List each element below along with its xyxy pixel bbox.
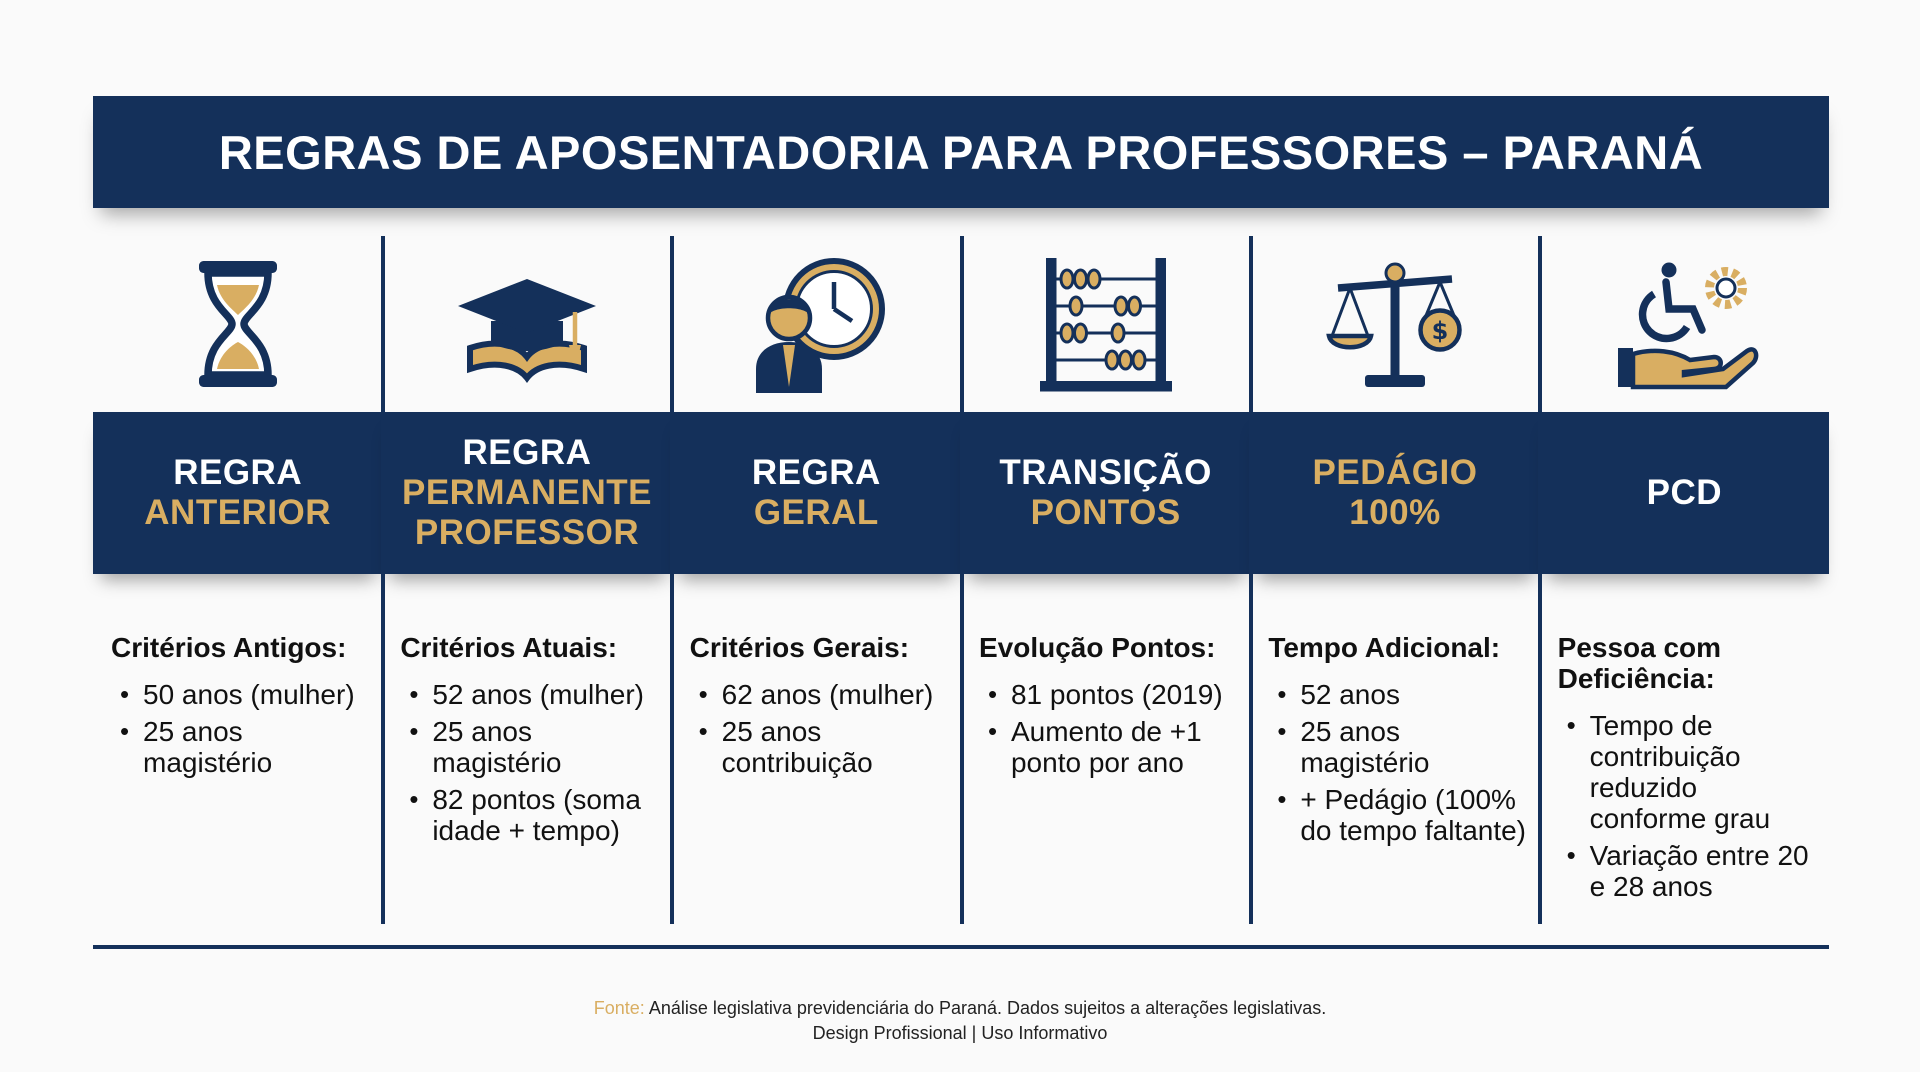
rule-body: [1268, 632, 1529, 852]
column-divider: [381, 236, 385, 924]
rule-header-line: PROFESSOR: [414, 513, 640, 552]
footer-credit: Design Profissional | Uso Informativo: [812, 1023, 1108, 1043]
graduation-cap-icon: [382, 236, 671, 412]
rule-body: [400, 632, 661, 852]
criteria-list: [111, 679, 372, 778]
rule-column: [1540, 236, 1829, 924]
list-item: • 52 anos (mulher): [400, 679, 661, 710]
rule-header-line: PCD: [1646, 473, 1722, 512]
rule-header-line: PERMANENTE: [401, 473, 652, 512]
rule-header-line: TRANSIÇÃO: [999, 453, 1212, 492]
rule-header-line: REGRA: [173, 453, 303, 492]
list-item: • 25 anos magistério: [1268, 716, 1529, 778]
criteria-list: [400, 679, 661, 846]
rule-header: [93, 412, 382, 574]
list-item: • 52 anos: [1268, 679, 1529, 710]
footer-label: Fonte:: [593, 998, 645, 1018]
rule-heading: Evolução Pontos:: [978, 632, 1216, 663]
footer: [0, 996, 1920, 1046]
list-item: • Variação entre 20 e 28 anos: [1558, 840, 1819, 902]
rule-header-line: 100%: [1349, 493, 1441, 532]
rule-body: [1558, 632, 1819, 908]
rule-header: [1250, 412, 1539, 574]
list-item: • 25 anos magistério: [111, 716, 372, 778]
person-clock-icon: [672, 236, 961, 412]
rule-heading: Pessoa com Deficiência:: [1557, 632, 1722, 694]
rule-heading: Critérios Gerais:: [689, 632, 910, 663]
rule-body: [111, 632, 372, 784]
rule-heading: Critérios Atuais:: [400, 632, 618, 663]
list-item: • 50 anos (mulher): [111, 679, 372, 710]
rule-header-line: PEDÁGIO: [1312, 453, 1478, 492]
list-item: • + Pedágio (100% do tempo faltante): [1268, 784, 1529, 846]
criteria-list: [690, 679, 951, 778]
rule-column: [1250, 236, 1539, 924]
criteria-list: [1558, 710, 1819, 902]
rule-header: [1540, 412, 1829, 574]
column-divider: [1249, 236, 1253, 924]
footer-source-line: [0, 996, 1920, 1021]
list-item: • Aumento de +1 ponto por ano: [979, 716, 1240, 778]
list-item: • 81 pontos (2019): [979, 679, 1240, 710]
rule-column: [961, 236, 1250, 924]
rule-header-line: GERAL: [753, 493, 879, 532]
abacus-icon: [961, 236, 1250, 412]
svg-text:$: $: [1431, 317, 1449, 345]
rule-column: [93, 236, 382, 924]
scales-icon: [1250, 236, 1539, 412]
list-item: • Tempo de contribuição reduzido conforme grau: [1558, 710, 1819, 834]
rule-body: [690, 632, 951, 784]
list-item: • 25 anos magistério: [400, 716, 661, 778]
rule-heading: Tempo Adicional:: [1268, 632, 1501, 663]
title-banner: [93, 96, 1829, 208]
accessibility-hand-icon: [1540, 236, 1829, 412]
list-item: • 25 anos contribuição: [690, 716, 951, 778]
column-divider: [1538, 236, 1542, 924]
page-title: REGRAS DE APOSENTADORIA PARA PROFESSORES – PARANÁ: [218, 125, 1704, 179]
rule-header-line: REGRA: [751, 453, 881, 492]
rule-column: [672, 236, 961, 924]
hourglass-icon: [93, 236, 382, 412]
list-item: • 82 pontos (soma idade + tempo): [400, 784, 661, 846]
rule-header-line: ANTERIOR: [144, 493, 332, 532]
rule-header: [382, 412, 671, 574]
criteria-list: [979, 679, 1240, 778]
criteria-list: [1268, 679, 1529, 846]
list-item: • 62 anos (mulher): [690, 679, 951, 710]
rule-heading: Critérios Antigos:: [111, 632, 347, 663]
bottom-rule: [93, 945, 1829, 949]
column-divider: [960, 236, 964, 924]
rule-header-line: REGRA: [462, 433, 592, 472]
rule-body: [979, 632, 1240, 784]
rule-header: [672, 412, 961, 574]
rule-column: [382, 236, 671, 924]
footer-source: Análise legislativa previdenciária do Paraná. Dados sujeitos a alterações legislativas.: [648, 998, 1327, 1018]
rule-header: [961, 412, 1250, 574]
column-divider: [670, 236, 674, 924]
rule-header-line: PONTOS: [1030, 493, 1181, 532]
